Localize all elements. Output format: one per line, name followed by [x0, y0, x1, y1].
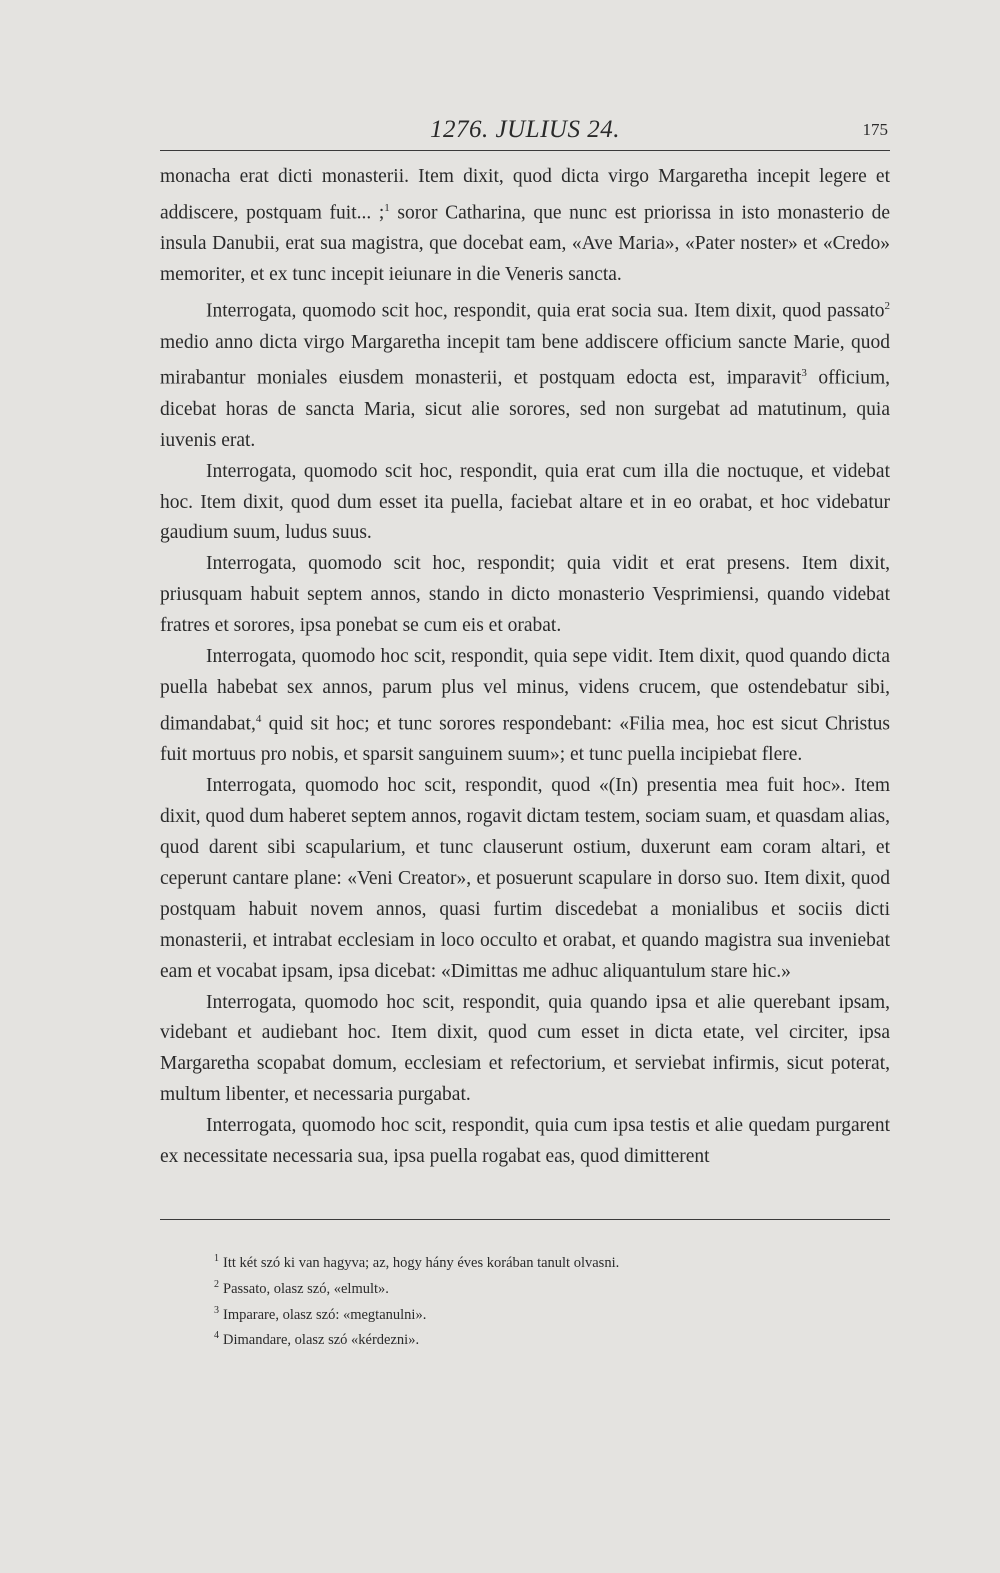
paragraph: Interrogata, quomodo hoc scit, respondit, quia cum ipsa testis et alie quedam purgarent ex necessitate necessaria sua, ipsa puella rogabat eas, quod dimitterent: [160, 1115, 890, 1168]
footnote: $^4$ Dimandare, olasz szó «kérdezni».: [214, 1330, 420, 1349]
footnote: $^2$ Passato, olasz szó, «elmult».: [214, 1278, 389, 1297]
paragraph: Interrogata, quomodo hoc scit, respondit, quod «(In) presentia mea fuit hoc». Item dixit, quod dum haberet septem annos, rogavit dictam testem, sociam suam, et quasdam alias, quod darent sibi scapularium, et tunc clauserunt ostium, duxerunt eam coram altari, et ceperunt cantare plane: «Veni Creator», et posuerunt scapulare in dorso suo. Item dixit, quod postquam habuit novem annos, quasi furtim discedebat a monialibus et sociis dicti monasterii, et intrabat ecclesiam in loco occulto et orabat, et quando magistra sua inveniebat eam et vocabat ipsam, ipsa dicebat: «Dimittas me adhuc aliquantulum stare hic.»: [160, 775, 890, 982]
footnote-mark: 3: [214, 1304, 219, 1316]
footnote: $^1$ Itt két szó ki van hagyva; az, hogy hány éves korában tanult olvasni.: [214, 1253, 620, 1271]
paragraph: Interrogata, quomodo scit hoc, respondit; quia vidit et erat presens. Item dixit, priusquam habuit septem annos, stando in dicto monasterio Vesprimiensi, quando videbat fratres et sorores, ipsa ponebat se cum eis et orabat.: [160, 553, 890, 637]
paragraph: Interrogata, quomodo scit hoc, respondit, quia erat socia sua. Item dixit, quod passato$^2$ medio anno dicta virgo Margaretha incepit tam bene addiscere officium sancte Marie, quod mirabantur moniales eiusdem monasterii, et postquam edocta est, imparavit$^3$ officium, dicebat horas de sancta Maria, sicut alie sorores, sed non surgebat ad matutinum, quia iuvenis erat.: [160, 300, 890, 451]
footnote-ref: 3: [801, 367, 807, 380]
page-header: [160, 116, 890, 151]
paragraph: Interrogata, quomodo hoc scit, respondit, quia sepe vidit. Item dixit, quod quando dicta puella habebat sex annos, parum plus vel minus, videns crucem, que ostendebatur sibi, dimandabat,$^4$ quid sit hoc; et tunc sorores respondebant: «Filia mea, hoc est sicut Christus fuit mortuus pro nobis, et sparsit sanguinem suum»; et tunc puella incipiebat flere.: [160, 646, 890, 766]
footnote-ref: 4: [255, 712, 262, 725]
footnote-ref: 2: [884, 300, 890, 313]
running-title: 1276. JULIUS 24.: [430, 116, 620, 143]
footnote-ref: 1: [384, 201, 390, 214]
footnote-mark: 1: [214, 1253, 219, 1264]
page-number: 175: [862, 120, 888, 139]
footnote-divider: [160, 1219, 890, 1220]
main-text: [160, 162, 890, 1173]
paragraph: monacha erat dicti monasterii. Item dixit, quod dicta virgo Margaretha incepit legere et addiscere, postquam fuit... ;$^1$ soror Catharina, que nunc est priorissa in isto monasterio de insula Danubii, erat sua magistra, que docebat eam, «Ave Maria», «Pater noster» et «Credo» memoriter, et ex tunc incepit ieiunare in die Veneris sancta.: [160, 166, 890, 286]
paragraph: Interrogata, quomodo scit hoc, respondit, quia erat cum illa die noctuque, et videbat hoc. Item dixit, quod dum esset ita puella, faciebat altare et in eo orabat, et hoc videbatur gaudium suum, ludus suus.: [160, 460, 890, 544]
footnote: $^3$ Imparare, olasz szó: «megtanulni».: [214, 1304, 427, 1323]
footnote-mark: 2: [214, 1278, 219, 1290]
paragraph: Interrogata, quomodo hoc scit, respondit, quia quando ipsa et alie querebant ipsam, videbant et audiebant hoc. Item dixit, quod cum esset in dicta etate, vel circiter, ipsa Margaretha scopabat domum, ecclesiam et refectorium, et serviebat infirmis, sicut poterat, multum libenter, et necessaria purgabat.: [160, 991, 890, 1106]
footnote-mark: 4: [214, 1330, 219, 1342]
footnotes: [214, 1248, 894, 1351]
